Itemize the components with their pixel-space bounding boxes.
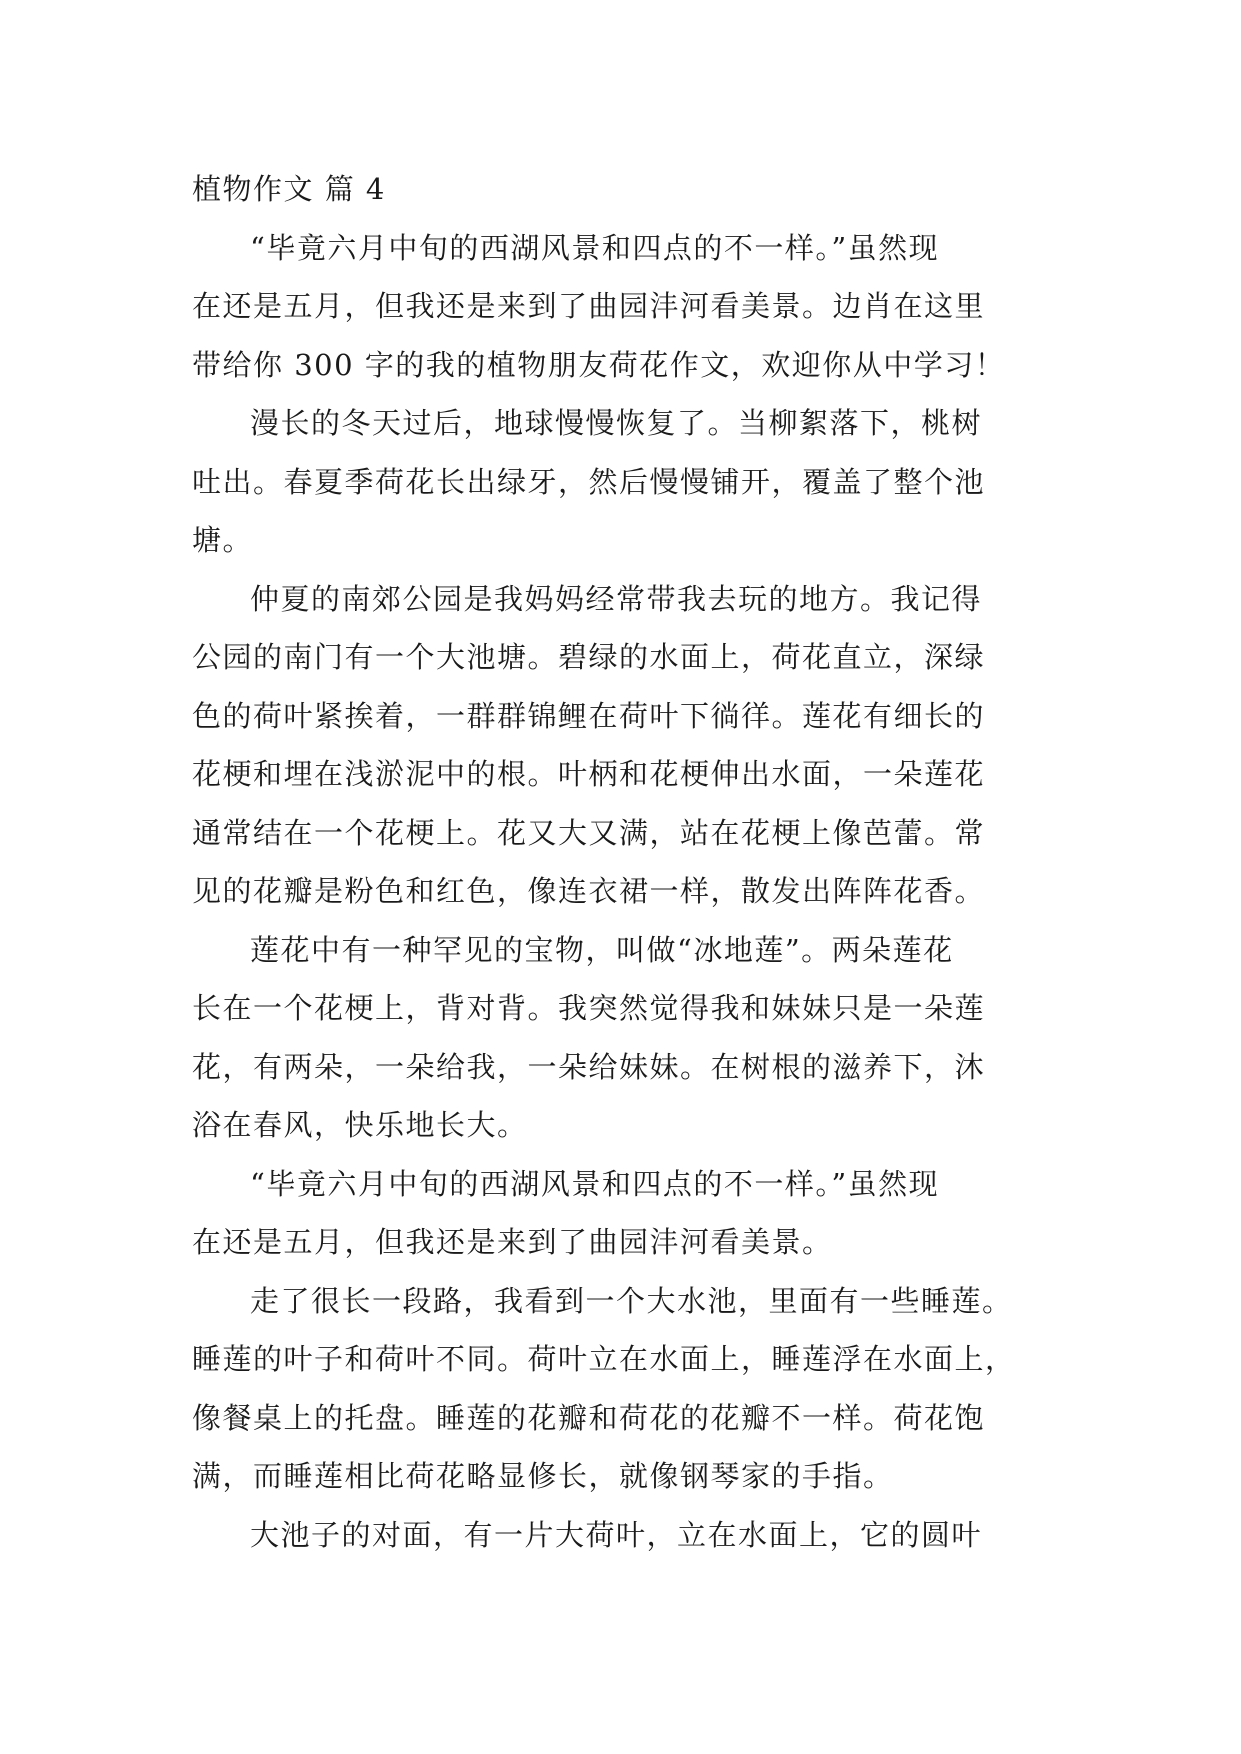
paragraph	[192, 394, 1052, 570]
text-line: 像餐桌上的托盘。睡莲的花瓣和荷花的花瓣不一样。荷花饱	[192, 1400, 986, 1435]
text-line: 公园的南门有一个大池塘。碧绿的水面上，荷花直立，深绿	[192, 640, 986, 674]
text-line: 在还是五月，但我还是来到了曲园沣河看美景。	[192, 1225, 833, 1259]
text-line: 通常结在一个花梗上。花又大又满，站在花梗上像芭蕾。常	[192, 815, 986, 850]
text-line: “毕竟六月中旬的西湖风景和四点的不一样。”虽然现	[250, 230, 940, 265]
paragraph	[192, 1272, 1052, 1506]
text-line: 漫长的冬天过后，地球慢慢恢复了。当柳絮落下，桃树	[250, 406, 983, 440]
paragraph	[192, 1155, 1052, 1272]
text-line: 走了很长一段路，我看到一个大水池，里面有一些睡莲。	[250, 1283, 1013, 1318]
text-line: 塘。	[192, 523, 254, 557]
text-line: 吐出。春夏季荷花长出绿牙，然后慢慢铺开，覆盖了整个池	[192, 464, 986, 499]
text-line: 满，而睡莲相比荷花略显修长，就像钢琴家的手指。	[192, 1459, 894, 1493]
document-title: 植物作文 篇 4	[192, 172, 386, 206]
paragraph	[192, 1506, 1052, 1565]
document-body	[192, 160, 1052, 1564]
paragraph	[192, 219, 1052, 395]
text-line: 色的荷叶紧挨着，一群群锦鲤在荷叶下徜徉。莲花有细长的	[192, 698, 986, 733]
text-line: 花，有两朵，一朵给我，一朵给妹妹。在树根的滋养下，沐	[192, 1049, 986, 1084]
paragraph	[192, 570, 1052, 921]
text-line: 大池子的对面，有一片大荷叶，立在水面上，它的圆叶	[250, 1517, 983, 1552]
text-line: 仲夏的南郊公园是我妈妈经常带我去玩的地方。我记得	[250, 581, 983, 616]
paragraph	[192, 921, 1052, 1155]
text-line: 长在一个花梗上，背对背。我突然觉得我和妹妹只是一朵莲	[192, 991, 986, 1025]
text-line: 莲花中有一种罕见的宝物，叫做“冰地莲”。两朵莲花	[250, 932, 954, 967]
text-line: “毕竟六月中旬的西湖风景和四点的不一样。”虽然现	[250, 1166, 940, 1201]
text-line: 见的花瓣是粉色和红色，像连衣裙一样，散发出阵阵花香。	[192, 874, 986, 908]
text-line: 睡莲的叶子和荷叶不同。荷叶立在水面上，睡莲浮在水面上，	[192, 1342, 1016, 1376]
text-line: 花梗和埋在浅淤泥中的根。叶柄和花梗伸出水面，一朵莲花	[192, 757, 986, 791]
text-line: 浴在春风，快乐地长大。	[192, 1108, 528, 1142]
text-line: 带给你 300 字的我的植物朋友荷花作文，欢迎你从中学习！	[192, 347, 1006, 382]
text-line: 在还是五月，但我还是来到了曲园沣河看美景。边肖在这里	[192, 289, 986, 323]
